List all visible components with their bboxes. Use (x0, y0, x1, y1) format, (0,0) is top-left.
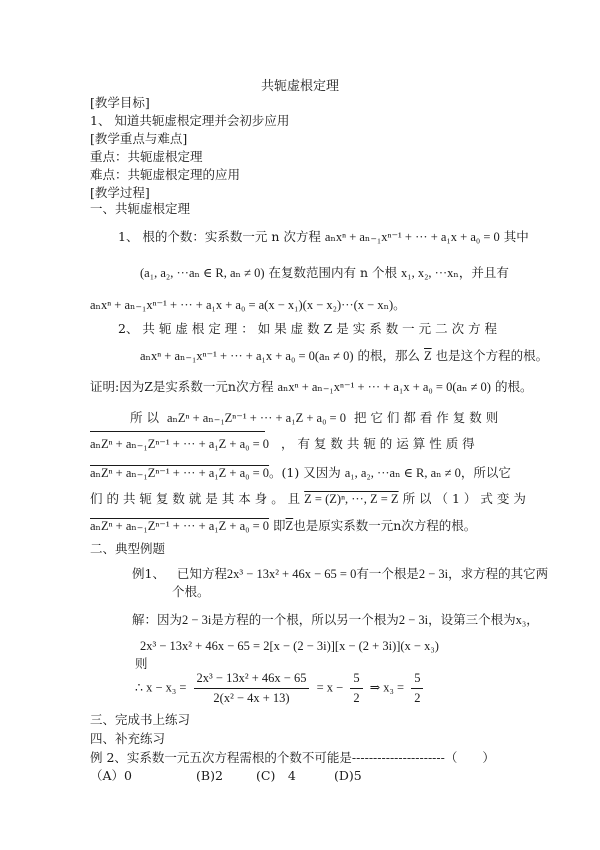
example1-equation: 2x³ − 13x² + 46x − 65 = 0 (226, 567, 357, 581)
solution-line1 (132, 612, 539, 629)
focus-key: 重点：共轭虚根定理 (90, 149, 203, 164)
solution-root2: 2 − 3i (398, 613, 429, 627)
solution-eq2-denominator: 2(x² − 4x + 13) (213, 690, 290, 705)
example1-label: 例1、 (132, 566, 165, 581)
solution-eq2-fraction (194, 670, 310, 707)
solution-eq2-f1-num: 5 (350, 670, 362, 689)
solution-eq2-f1-den: 2 (353, 690, 360, 705)
proof-line3-tail: ， 有 复 数 共 轭 的 运 算 性 质 得 (280, 436, 475, 451)
solution-equation1: 2x³ − 13x² + 46x − 65 = 2[x − (2 − 3i)][x − (2 + 3i)](x − x₃) (140, 639, 439, 653)
example1-text1: 已知方程 (176, 566, 227, 581)
part4-heading: 四、补充练习 (90, 731, 166, 746)
item2-line1: 2、 共 轭 虚 根 定 理 ： 如 果 虚 数 Z 是 实 系 数 一 元 二 次 方 程 (118, 321, 498, 336)
proof-line5-tail: 所 以 （ 1 ） 式 变 为 (402, 491, 526, 506)
part2-heading: 二、典型例题 (90, 541, 166, 556)
solution-text1: 解：因为 (132, 612, 183, 627)
focus-header: [教学重点与难点] (90, 131, 188, 146)
solution-eq2-mid: = x − (316, 680, 344, 695)
example1-line1 (132, 566, 548, 583)
item2-equation: aₙxⁿ + aₙ₋₁xⁿ⁻¹ + ··· + a₁x + a₀ = 0(aₙ ≠ 0) (140, 349, 354, 363)
focus-difficulty: 难点：共轭虚根定理的应用 (90, 167, 241, 182)
option-c: (C) 4 (256, 768, 296, 783)
solution-eq2-f2-num: 5 (411, 670, 423, 689)
proof-line2-tail: 把 它 们 都 看 作 复 数 则 (353, 410, 499, 425)
goal-item: 1、 知道共轭虚根定理并会初步应用 (90, 113, 290, 128)
solution-eq2-fraction3 (411, 670, 423, 707)
solution-root: 2 − 3i (182, 613, 212, 627)
item1-line2 (140, 265, 509, 282)
solution-text3: ，设第三个根为 (428, 612, 516, 627)
proof-line5-text: 们 的 共 轭 复 数 就 是 其 本 身 。 且 (90, 491, 301, 506)
example1-text3: ，求方程的其它两 (448, 566, 549, 581)
proof-line1-text: 证明:因为Z是实系数一元n次方程 (90, 379, 274, 394)
solution-text4: ， (526, 612, 539, 627)
solution-x3: x₃ (515, 613, 527, 627)
proof-line5-identity: Z = (Z)ⁿ, ···, Z = Z (304, 492, 399, 506)
solution-then: 则 (135, 656, 148, 671)
proof-line4 (90, 465, 511, 482)
conjugate-overline (90, 431, 265, 432)
proof-line4-condition: a₁, a₂, ···aₙ ∈ R, aₙ ≠ 0 (344, 466, 461, 480)
proof-line3-equation: aₙZⁿ + aₙ₋₁Zⁿ⁻¹ + ··· + a₁Z + a₀ = 0 (90, 437, 270, 451)
item1-line1-text: 1、 根的个数：实系数一元 n 次方程 (118, 229, 321, 244)
option-d: (D)5 (334, 768, 362, 783)
option-a: （A）0 (90, 768, 132, 783)
solution-text2: 是方程的一个根，所以另一个根为 (211, 612, 399, 627)
solution-eq2-arrow: ⇒ x₃ = (369, 680, 405, 695)
solution-equation2 (135, 670, 427, 707)
item1-factorization: aₙxⁿ + aₙ₋₁xⁿ⁻¹ + ··· + a₁x + a₀ = a(x − x₁)(x − x₂)···(x − xₙ) (90, 298, 394, 312)
example2-question: 例 2、实系数一元五次方程需根的个数不可能是----------------------（ ） (90, 750, 495, 765)
proof-line2-equation: aₙZⁿ + aₙ₋₁Zⁿ⁻¹ + ··· + a₁Z + a₀ = 0 (166, 411, 346, 425)
proof-line2 (130, 410, 498, 427)
proof-line4-equation: aₙZⁿ + aₙ₋₁Zⁿ⁻¹ + ··· + a₁Z + a₀ = 0 (90, 466, 270, 480)
solution-eq2-fraction2 (350, 670, 362, 707)
item1-line2-tail: ，并且有 (458, 265, 509, 280)
proof-line1 (90, 379, 532, 396)
proof-line3 (90, 436, 475, 453)
solution-eq2-numerator: 2x³ − 13x² + 46x − 65 (194, 670, 310, 689)
proof-line4-text: 。(1) 又因为 (269, 465, 341, 480)
item2-line2-tail: 也是这个方程的根。 (435, 348, 549, 363)
item2-zbar: $\overline{Z}$ (424, 349, 432, 363)
proof-line6-mid: 即 (273, 518, 286, 533)
item1-line1 (118, 229, 529, 246)
proof-line2-lead: 所 以 (130, 410, 159, 425)
item1-line3-tail: 。 (393, 297, 406, 312)
item1-roots: x₁, x₂, ···xₙ (400, 266, 459, 280)
solution-eq2-f2-den: 2 (414, 690, 421, 705)
page-title: 共轭虚根定理 (260, 79, 339, 94)
part3-heading: 三、完成书上练习 (90, 712, 191, 727)
item1-line3 (90, 297, 406, 314)
item1-line1-tail: 其中 (503, 229, 529, 244)
item1-polynomial: aₙxⁿ + aₙ₋₁xⁿ⁻¹ + ··· + a₁x + a₀ = 0 (324, 230, 500, 244)
goal-header: [教学目标] (90, 95, 150, 110)
proof-line6-zbar: $\overline{Z}$ (285, 519, 294, 533)
item1-line2-text: 在复数范围内有 n 个根 (268, 265, 397, 280)
item1-condition: (a₁, a₂, ···aₙ ∈ R, aₙ ≠ 0) (140, 266, 265, 280)
proof-line5 (90, 491, 526, 508)
proof-line6-equation: aₙZⁿ + aₙ₋₁Zⁿ⁻¹ + ··· + a₁Z + a₀ = 0 (90, 519, 270, 533)
proof-line4-tail: ，所以它 (460, 465, 511, 480)
item2-line2-text: 的根，那么 (357, 348, 421, 363)
proof-line1-equation: aₙxⁿ + aₙ₋₁xⁿ⁻¹ + ··· + a₁x + a₀ = 0(aₙ ≠ 0) (277, 380, 491, 394)
solution-eq2-lhs: ∴ x − x₃ = (135, 680, 187, 695)
example1-text2: 有一个根是 (356, 566, 419, 581)
item2-line2 (140, 348, 548, 365)
proof-line6 (90, 518, 476, 535)
process-header: [教学过程] (90, 185, 150, 200)
part1-heading: 一、共轭虚根定理 (90, 201, 191, 216)
proof-line6-tail: 也是原实系数一元n次方程的根。 (293, 518, 477, 533)
proof-line1-tail: 的根。 (494, 379, 533, 394)
example1-line2: 个根。 (172, 584, 210, 599)
option-b: (B)2 (196, 768, 223, 783)
example1-root: 2 − 3i (418, 567, 449, 581)
